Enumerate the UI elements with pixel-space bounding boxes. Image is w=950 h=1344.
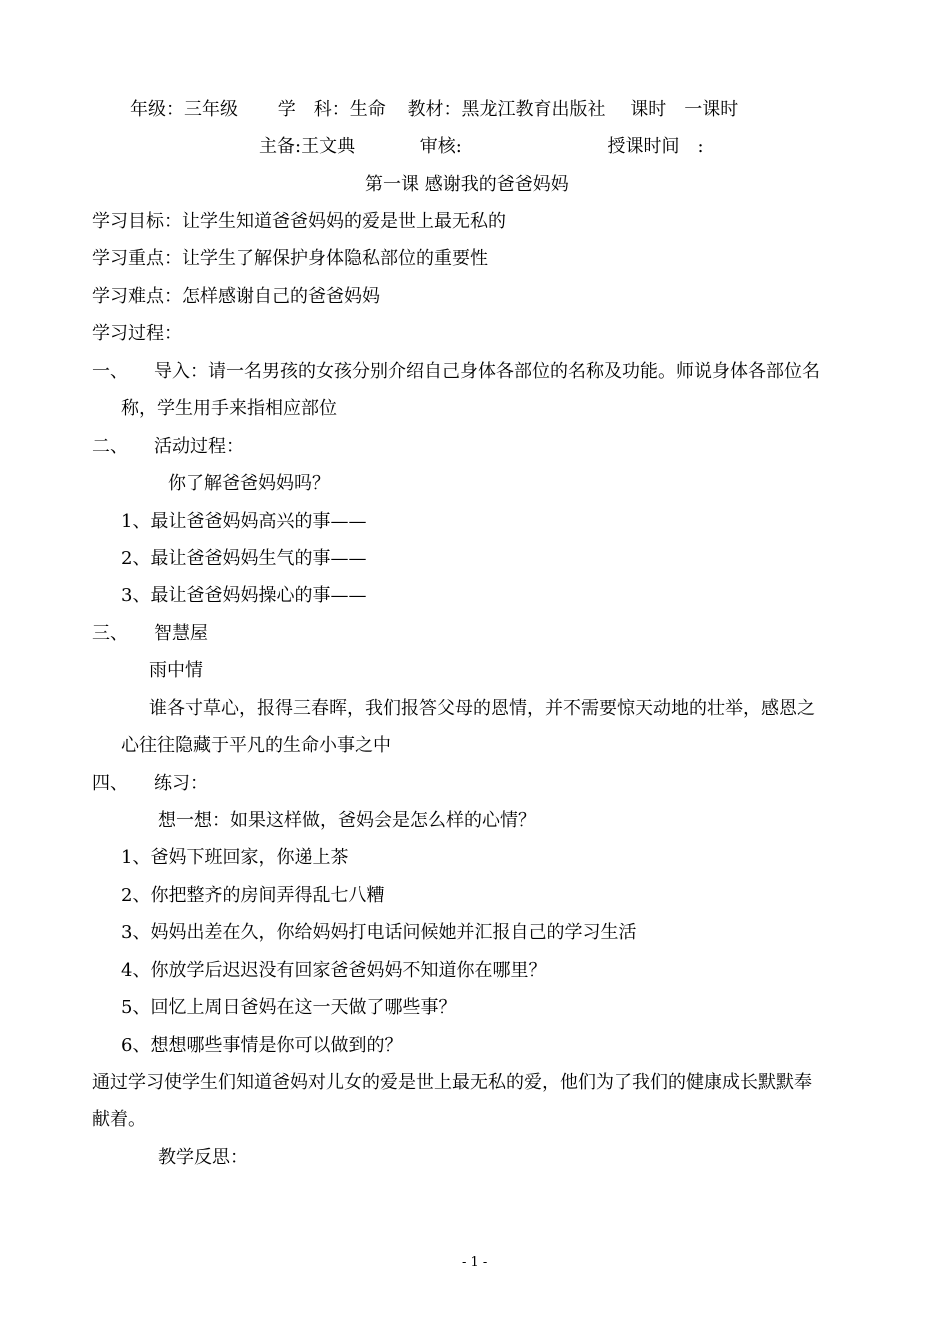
summary-line-2: 献着。 <box>92 1109 146 1130</box>
page-number: - 1 - <box>462 1255 488 1270</box>
section-4-item: 1、爸妈下班回家，你递上茶 <box>121 847 349 868</box>
section-4-title: 练习： <box>154 773 208 794</box>
section-2-item: 1、最让爸爸妈妈高兴的事—— <box>121 511 367 532</box>
section-3-subtitle: 雨中情 <box>149 660 203 681</box>
section-1-intro-line-1: 导入：请一名男孩的女孩分别介绍自己身体各部位的名称及功能。师说身体各部位名 <box>154 361 820 382</box>
section-4-number: 四、 <box>92 773 128 794</box>
section-2-number: 二、 <box>92 436 128 457</box>
header-row-2 <box>259 135 704 159</box>
preparer-field: 主备:王文典 <box>259 136 356 157</box>
section-4-item: 2、你把整齐的房间弄得乱七八糟 <box>121 885 385 906</box>
section-3-text-line-1: 谁各寸草心，报得三春晖，我们报答父母的恩情，并不需要惊天动地的壮举，感恩之 <box>149 698 815 719</box>
section-1-heading <box>92 360 820 384</box>
section-4-item: 3、妈妈出差在久，你给妈妈打电话问候她并汇报自己的学习生活 <box>121 922 637 943</box>
lesson-title: 第一课 感谢我的爸爸妈妈 <box>365 174 569 195</box>
section-2-item: 2、最让爸爸妈妈生气的事—— <box>121 548 367 569</box>
learning-process-label: 学习过程： <box>92 323 182 344</box>
section-2-heading <box>92 435 244 459</box>
section-2-item: 3、最让爸爸妈妈操心的事—— <box>121 585 367 606</box>
section-3-heading <box>92 622 208 646</box>
section-4-heading <box>92 772 208 796</box>
section-4-item: 4、你放学后迟迟没有回家爸爸妈妈不知道你在哪里？ <box>121 960 547 981</box>
textbook-field: 教材：黑龙江教育出版社 <box>407 99 606 120</box>
grade-field: 年级：三年级 <box>130 99 238 120</box>
learning-key-point: 学习重点：让学生了解保护身体隐私部位的重要性 <box>92 248 488 269</box>
section-4-item: 6、想想哪些事情是你可以做到的？ <box>121 1035 403 1056</box>
header-row-1 <box>130 98 738 122</box>
teaching-reflection-label: 教学反思： <box>158 1147 248 1168</box>
section-3-text-line-2: 心往往隐藏于平凡的生命小事之中 <box>121 735 391 756</box>
subject-field: 学 科：生命 <box>277 99 386 120</box>
section-3-number: 三、 <box>92 623 128 644</box>
reviewer-field: 审核: <box>419 136 462 157</box>
section-3-title: 智慧屋 <box>154 623 208 644</box>
section-1-intro-line-2: 称，学生用手来指相应部位 <box>121 398 337 419</box>
section-4-item: 5、回忆上周日爸妈在这一天做了哪些事？ <box>121 997 457 1018</box>
section-4-question: 想一想：如果这样做，爸妈会是怎么样的心情？ <box>158 810 536 831</box>
learning-goal: 学习目标：让学生知道爸爸妈妈的爱是世上最无私的 <box>92 211 506 232</box>
learning-difficulty: 学习难点：怎样感谢自己的爸爸妈妈 <box>92 286 380 307</box>
period-field: 课时 一课时 <box>630 99 739 120</box>
section-2-title: 活动过程： <box>154 436 244 457</box>
section-2-question: 你了解爸爸妈妈吗？ <box>168 473 330 494</box>
summary-line-1: 通过学习使学生们知道爸妈对儿女的爱是世上最无私的爱，他们为了我们的健康成长默默奉 <box>92 1072 812 1093</box>
section-1-number: 一、 <box>92 361 128 382</box>
class-time-field: 授课时间 : <box>607 136 704 157</box>
